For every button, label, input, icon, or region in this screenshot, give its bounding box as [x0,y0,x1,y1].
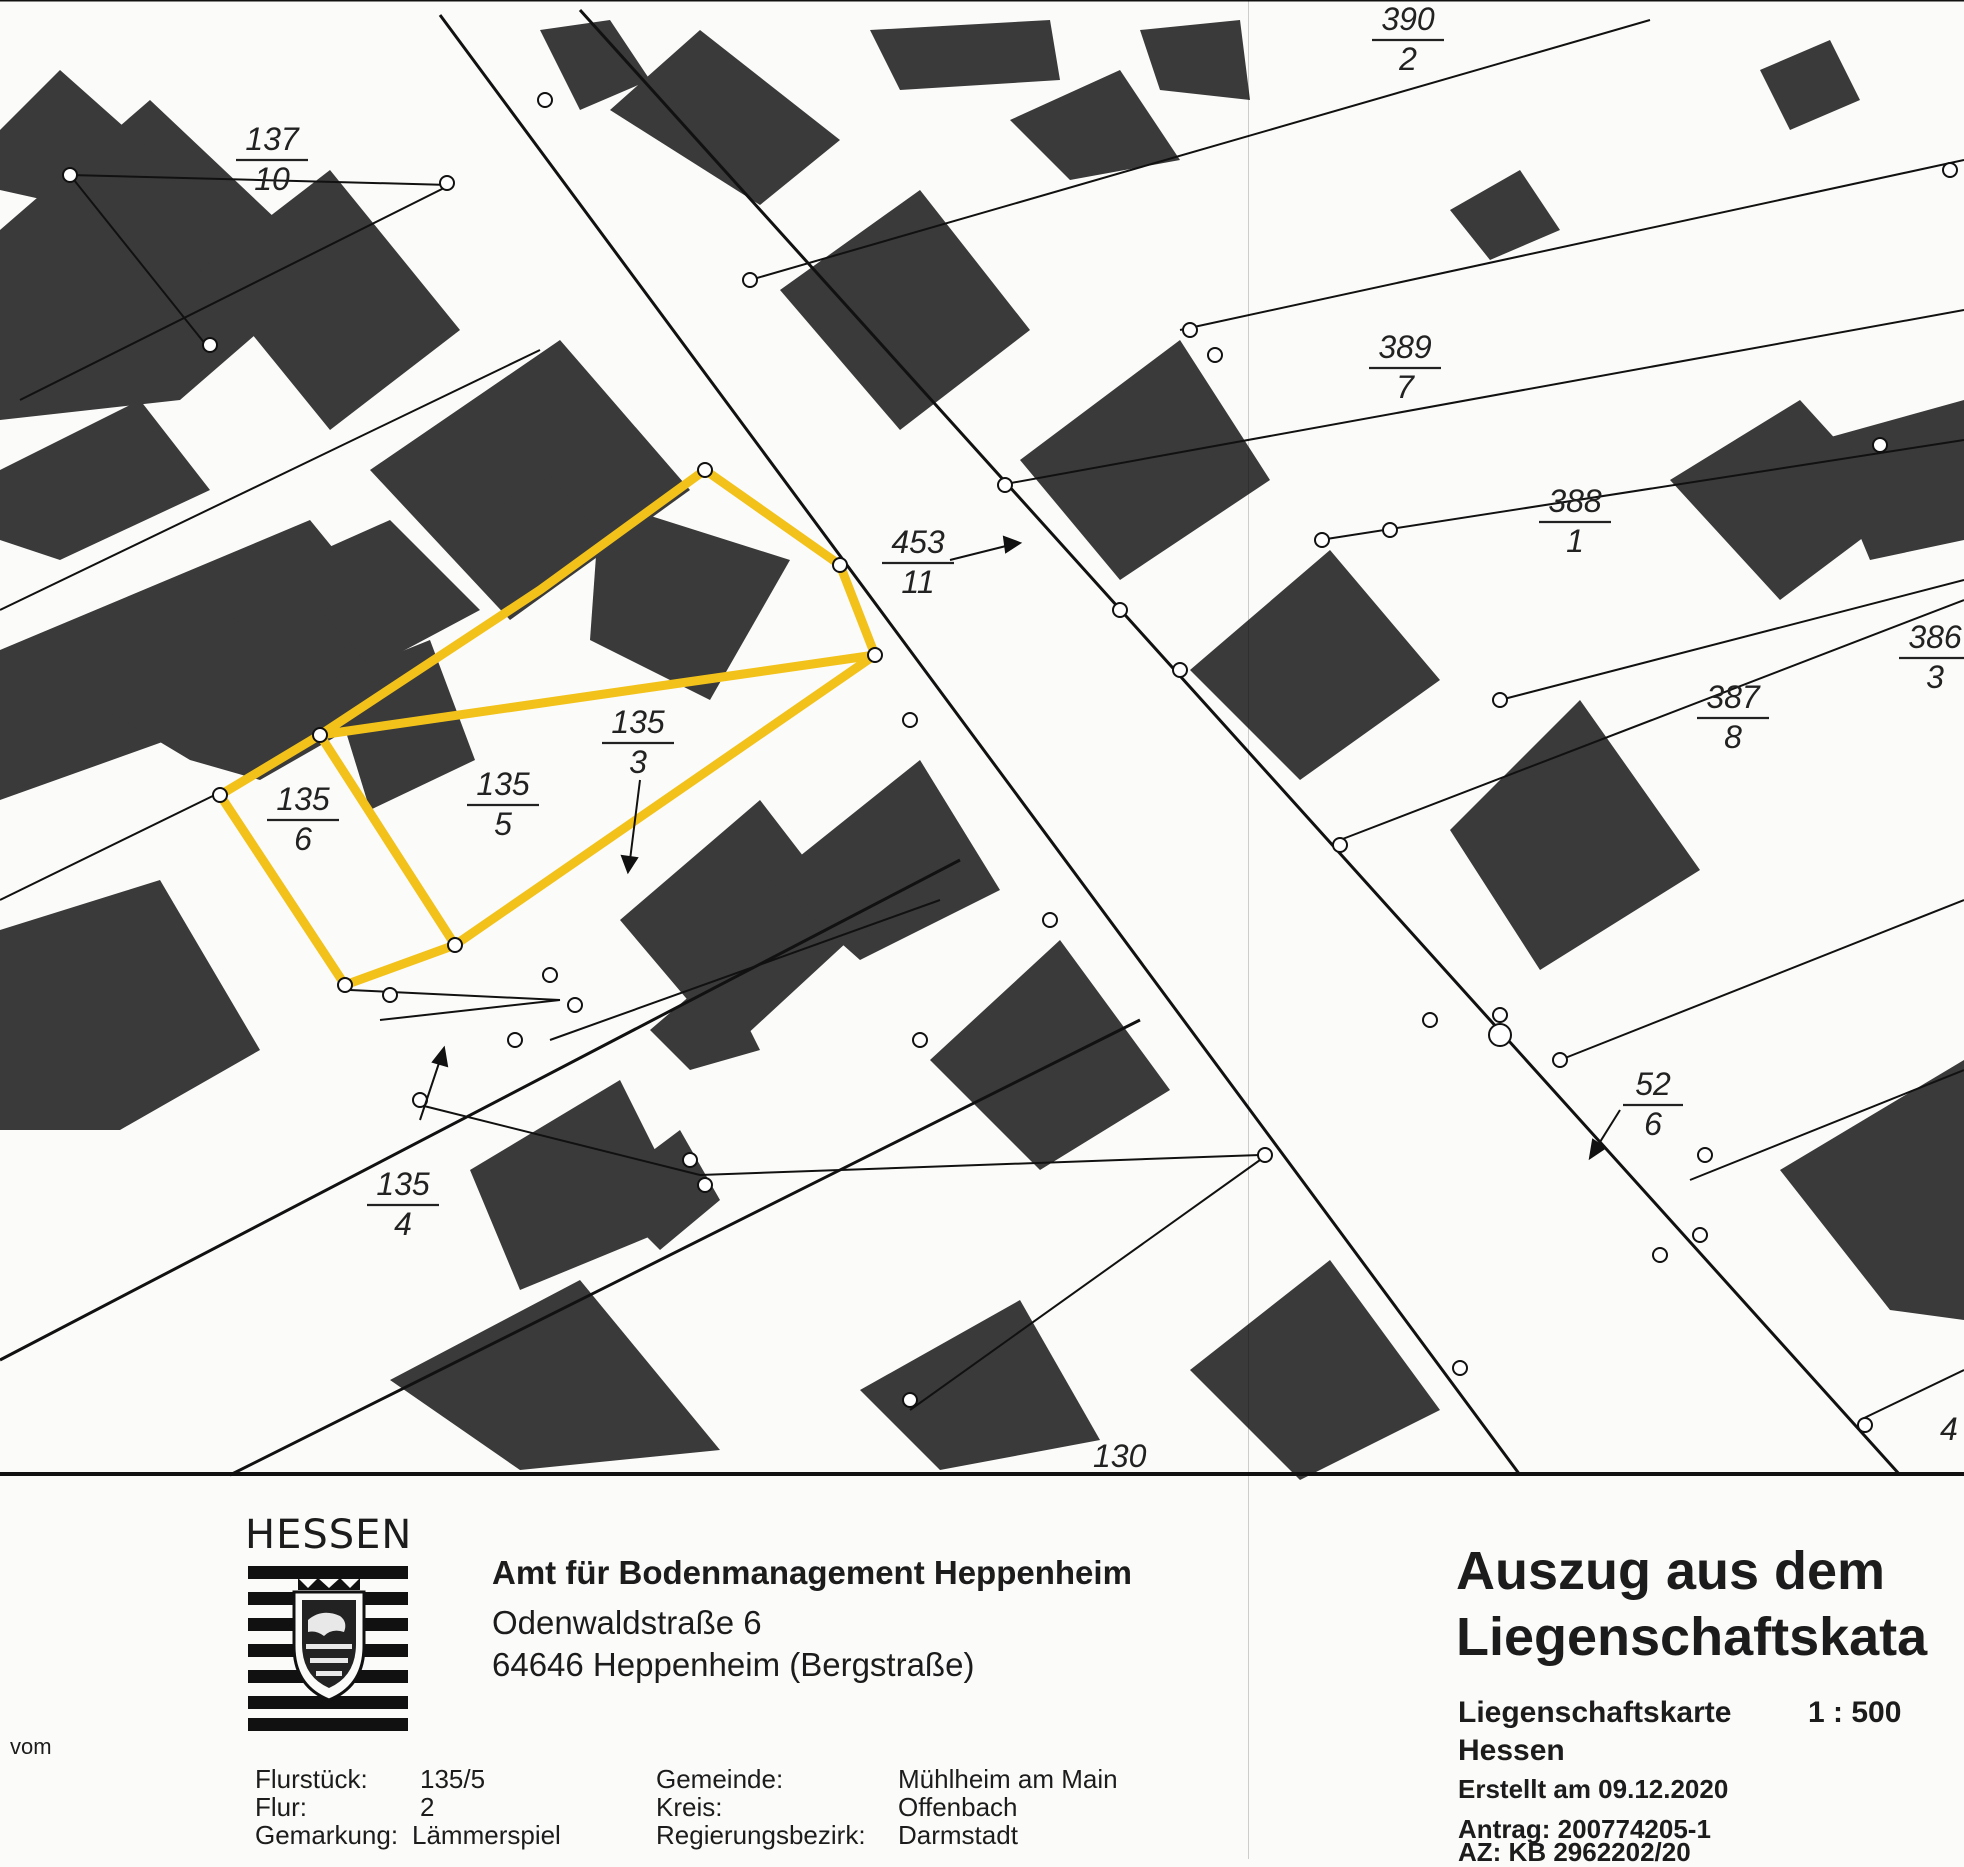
svg-text:11: 11 [901,564,935,600]
gemeinde-value: Mühlheim am Main [898,1764,1118,1794]
gemarkung-value: Lämmerspiel [412,1820,561,1850]
svg-text:135: 135 [476,766,530,802]
coat-of-arms-icon [288,1574,370,1702]
svg-text:3: 3 [1926,659,1944,695]
svg-text:388: 388 [1548,483,1602,519]
office-street: Odenwaldstraße 6 [492,1604,762,1641]
file-reference: AZ: KB 2962202/20 [1458,1837,1691,1867]
svg-text:386: 386 [1908,619,1962,655]
kreis-label: Kreis: [656,1792,723,1822]
svg-text:52: 52 [1635,1066,1671,1102]
svg-text:10: 10 [254,161,290,197]
parcel-label-4: 4 [1940,1411,1958,1447]
flur-value: 2 [420,1792,435,1822]
svg-text:7: 7 [1396,369,1414,405]
vom-label: vom [10,1734,52,1759]
document-state: Hessen [1458,1734,1565,1767]
map-type: Liegenschaftskarte [1458,1696,1732,1729]
svg-text:8: 8 [1724,719,1742,755]
parcel-label-130: 130 [1093,1438,1147,1474]
hessen-wordmark: HESSEN [245,1512,413,1558]
svg-text:2: 2 [1399,41,1417,77]
hessen-logo [248,1566,408,1731]
svg-text:453: 453 [891,524,945,560]
flur-label: Flur: [255,1792,307,1822]
gemarkung-label: Gemarkung: [255,1820,399,1850]
flurstueck-value: 135/5 [420,1764,486,1794]
svg-text:5: 5 [494,806,512,842]
regierungsbezirk-label: Regierungsbezirk: [656,1820,866,1850]
created-date: Erstellt am 09.12.2020 [1458,1774,1729,1804]
svg-text:3: 3 [629,744,647,780]
svg-text:6: 6 [294,821,312,857]
document-title-line2: Liegenschaftskata [1456,1607,1928,1667]
svg-text:1: 1 [1566,523,1584,559]
regierungsbezirk-value: Darmstadt [898,1820,1018,1850]
svg-text:135: 135 [611,704,665,740]
office-name: Amt für Bodenmanagement Heppenheim [492,1554,1132,1591]
svg-text:135: 135 [376,1166,430,1202]
document-title-line1: Auszug aus dem [1456,1541,1886,1601]
svg-text:390: 390 [1381,1,1435,37]
fold-line [1248,0,1249,1859]
kreis-value: Offenbach [898,1792,1018,1822]
svg-text:6: 6 [1644,1106,1662,1142]
office-city: 64646 Heppenheim (Bergstraße) [492,1646,975,1683]
request-number: Antrag: 200774205-1 [1458,1814,1711,1844]
svg-text:4: 4 [394,1206,412,1242]
svg-text:135: 135 [276,781,330,817]
map-scale: 1 : 500 [1808,1696,1902,1729]
flurstueck-label: Flurstück: [255,1764,368,1794]
svg-text:389: 389 [1378,329,1432,365]
gemeinde-label: Gemeinde: [656,1764,784,1794]
svg-text:137: 137 [245,121,299,157]
svg-text:387: 387 [1706,679,1760,715]
